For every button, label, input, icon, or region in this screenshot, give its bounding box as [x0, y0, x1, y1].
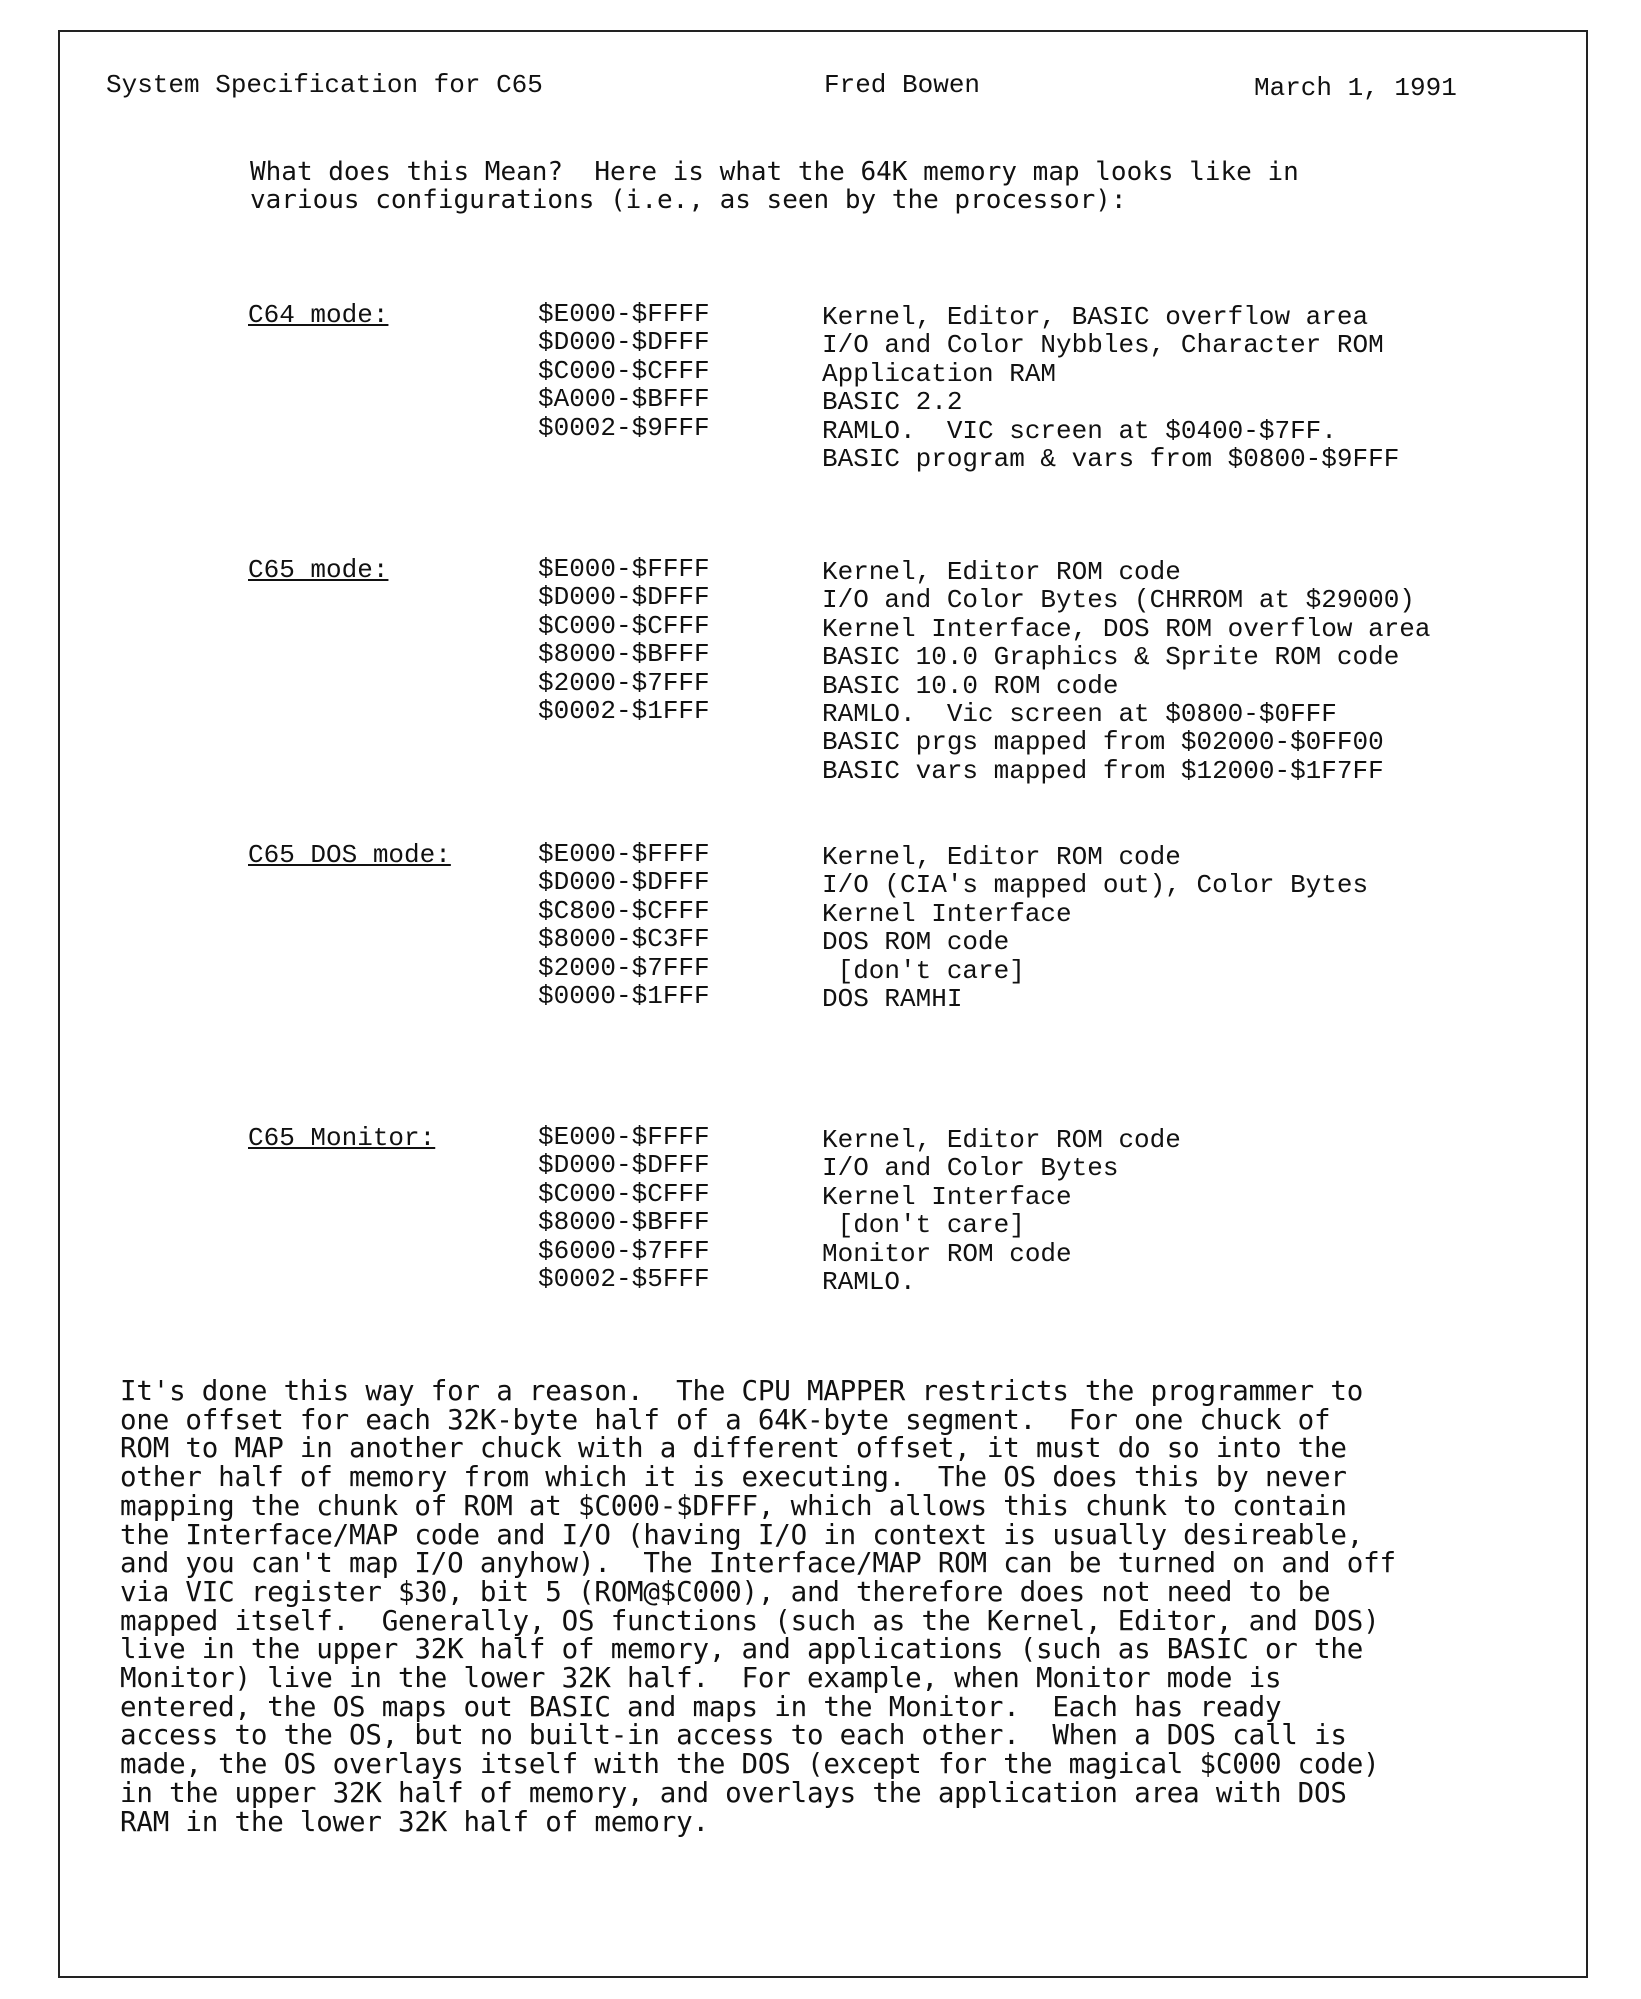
- descriptions-c64-mode: Kernel, Editor, BASIC overflow area I/O and Color Nybbles, Character ROM Application RAM BASIC 2.2 RAMLO. VIC screen at $0400-$7FF. BASIC program & vars from $0800-$9FFF: [822, 302, 1400, 475]
- section-title-c64-mode: C64 mode:: [248, 300, 389, 330]
- document-author: Fred Bowen: [824, 70, 981, 100]
- intro-text: What does this Mean? Here is what the 64K memory map looks like in various configurations (i.e., as seen by the processor):: [250, 157, 1299, 215]
- document-title: System Specification for C65: [106, 70, 543, 100]
- document-date: March 1, 1991: [1254, 73, 1457, 103]
- address-ranges-c65-monitor: $E000-$FFFF $D000-$DFFF $C000-$CFFF $8000-$BFFF $6000-$7FFF $0002-$5FFF: [538, 1122, 710, 1295]
- section-title-c65-mode: C65 mode:: [248, 555, 389, 585]
- descriptions-c65-mode: Kernel, Editor ROM code I/O and Color Bytes (CHRROM at $29000) Kernel Interface, DOS ROM overflow area BASIC 10.0 Graphics & Sprite ROM code BASIC 10.0 ROM code RAMLO. Vic screen at $0800-$0FFF BASIC prgs mapped from $02000-$0FF00 BASIC vars mapped from $12000-$1F7FF: [822, 557, 1431, 786]
- section-title-c65-monitor: C65 Monitor:: [248, 1123, 436, 1153]
- address-ranges-c64-mode: $E000-$FFFF $D000-$DFFF $C000-$CFFF $A000-$BFFF $0002-$9FFF: [538, 299, 710, 443]
- section-title-c65-dos-mode: C65 DOS mode:: [248, 840, 451, 870]
- descriptions-c65-monitor: Kernel, Editor ROM code I/O and Color Bytes Kernel Interface [don't care] Monitor ROM code RAMLO.: [822, 1125, 1181, 1298]
- descriptions-c65-dos-mode: Kernel, Editor ROM code I/O (CIA's mapped out), Color Bytes Kernel Interface DOS ROM code [don't care] DOS RAMHI: [822, 842, 1369, 1015]
- address-ranges-c65-dos-mode: $E000-$FFFF $D000-$DFFF $C800-$CFFF $8000-$C3FF $2000-$7FFF $0000-$1FFF: [538, 839, 710, 1012]
- body-paragraph: It's done this way for a reason. The CPU MAPPER restricts the programmer to one offset for each 32K-byte half of a 64K-byte segment. For one chuck of ROM to MAP in another chuck with a different offset, it must do so into the other half of memory from which it is executing. The OS does this by never mapping the chunk of ROM at $C000-$DFFF, which allows this chunk to contain the Interface/MAP code and I/O (having I/O in context is usually desireable, and you can't map I/O anyhow). The Interface/MAP ROM can be turned on and off via VIC register $30, bit 5 (ROM@$C000), and therefore does not need to be mapped itself. Generally, OS functions (such as the Kernel, Editor, and DOS) live in the upper 32K half of memory, and applications (such as BASIC or the Monitor) live in the lower 32K half. For example, when Monitor mode is entered, the OS maps out BASIC and maps in the Monitor. Each has ready access to the OS, but no built-in access to each other. When a DOS call is made, the OS overlays itself with the DOS (except for the magical $C000 code) in the upper 32K half of memory, and overlays the application area with DOS RAM in the lower 32K half of memory.: [120, 1375, 1396, 1838]
- address-ranges-c65-mode: $E000-$FFFF $D000-$DFFF $C000-$CFFF $8000-$BFFF $2000-$7FFF $0002-$1FFF: [538, 554, 710, 727]
